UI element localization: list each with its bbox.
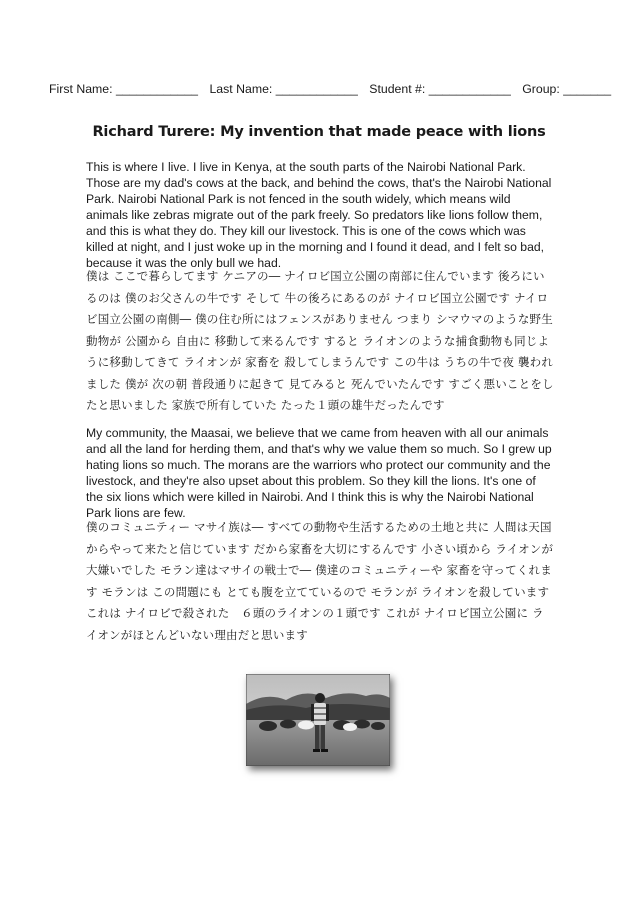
paragraph-1-english: This is where I live. I live in Kenya, at the south parts of the Nairobi National Park. Those are my dad's cows at the back, and behind the cows, that's the Nairobi National Park. Nairobi National Park is not fenced in the south widely, which means wild animals like zebras migrate out of the park freely. So predators like lions follow them, and this is what they do. They kill our livestock. This is one of the cows which was killed at night, and I just woke up in the morning and I found it dead, and I felt so bad, because it was the only bull we had. xyxy=(86,160,552,270)
last-name-field[interactable]: Last Name: ____________ xyxy=(209,82,358,96)
first-name-field[interactable]: First Name: ____________ xyxy=(49,82,199,96)
student-number-field[interactable]: Student #: ____________ xyxy=(369,82,511,96)
group-field[interactable]: Group: _______ xyxy=(522,82,612,96)
paragraph-1-japanese: 僕は ここで暮らしてます ケニアの― ナイロビ国立公園の南部に住んでいます 後ろにいるのは 僕のお父さんの牛です そして 牛の後ろにあるのが ナイロビ国立公園です ナイロビ国立公園の南側― 僕の住む所にはフェンスがありません つまり シマウマのような野生動物が 公園から 自由に 移動して来るんです すると ライオンのような捕食動物も同じように移動してきて ライオンが 家畜を 殺してしまうんです この牛は うちの牛で夜 襲われました 僕が 次の朝 普段通りに起きて 見てみると 死んでいたんです すごく悪いことをしたと思いました 家族で所有していた たった１頭の雄牛だったんです xyxy=(86,269,554,412)
paragraph-2-japanese: 僕のコミュニティー マサイ族は― すべての動物や生活するための土地と共に 人間は天国からやって来たと信じています だから家畜を大切にするんです 小さい頃から ライオンが大嫌いでした モラン達はマサイの戦士で― 僕達のコミュニティーや 家畜を守ってくれます モランは この問題にも とても腹を立てているので モランが ライオンを殺しています これは ナイロビで殺された ６頭のライオンの１頭です これが ナイロビ国立公園に ライオンがほとんどいない理由だと思います xyxy=(86,520,554,642)
student-info-line xyxy=(49,82,612,96)
page-title: Richard Turere: My invention that made peace with lions xyxy=(92,124,546,140)
paragraph-2-english: My community, the Maasai, we believe that we came from heaven with all our animals and all the land for herding them, and that's why we value them so much. So I grew up hating lions so much. The morans are the warriors who protect our community and the livestock, and they're also upset about this problem. So they kill the lions. It's one of the six lions which were killed in Nairobi. And I think this is why the Nairobi National Park lions are few. xyxy=(86,426,552,520)
photo-boy-with-cattle xyxy=(246,674,390,766)
